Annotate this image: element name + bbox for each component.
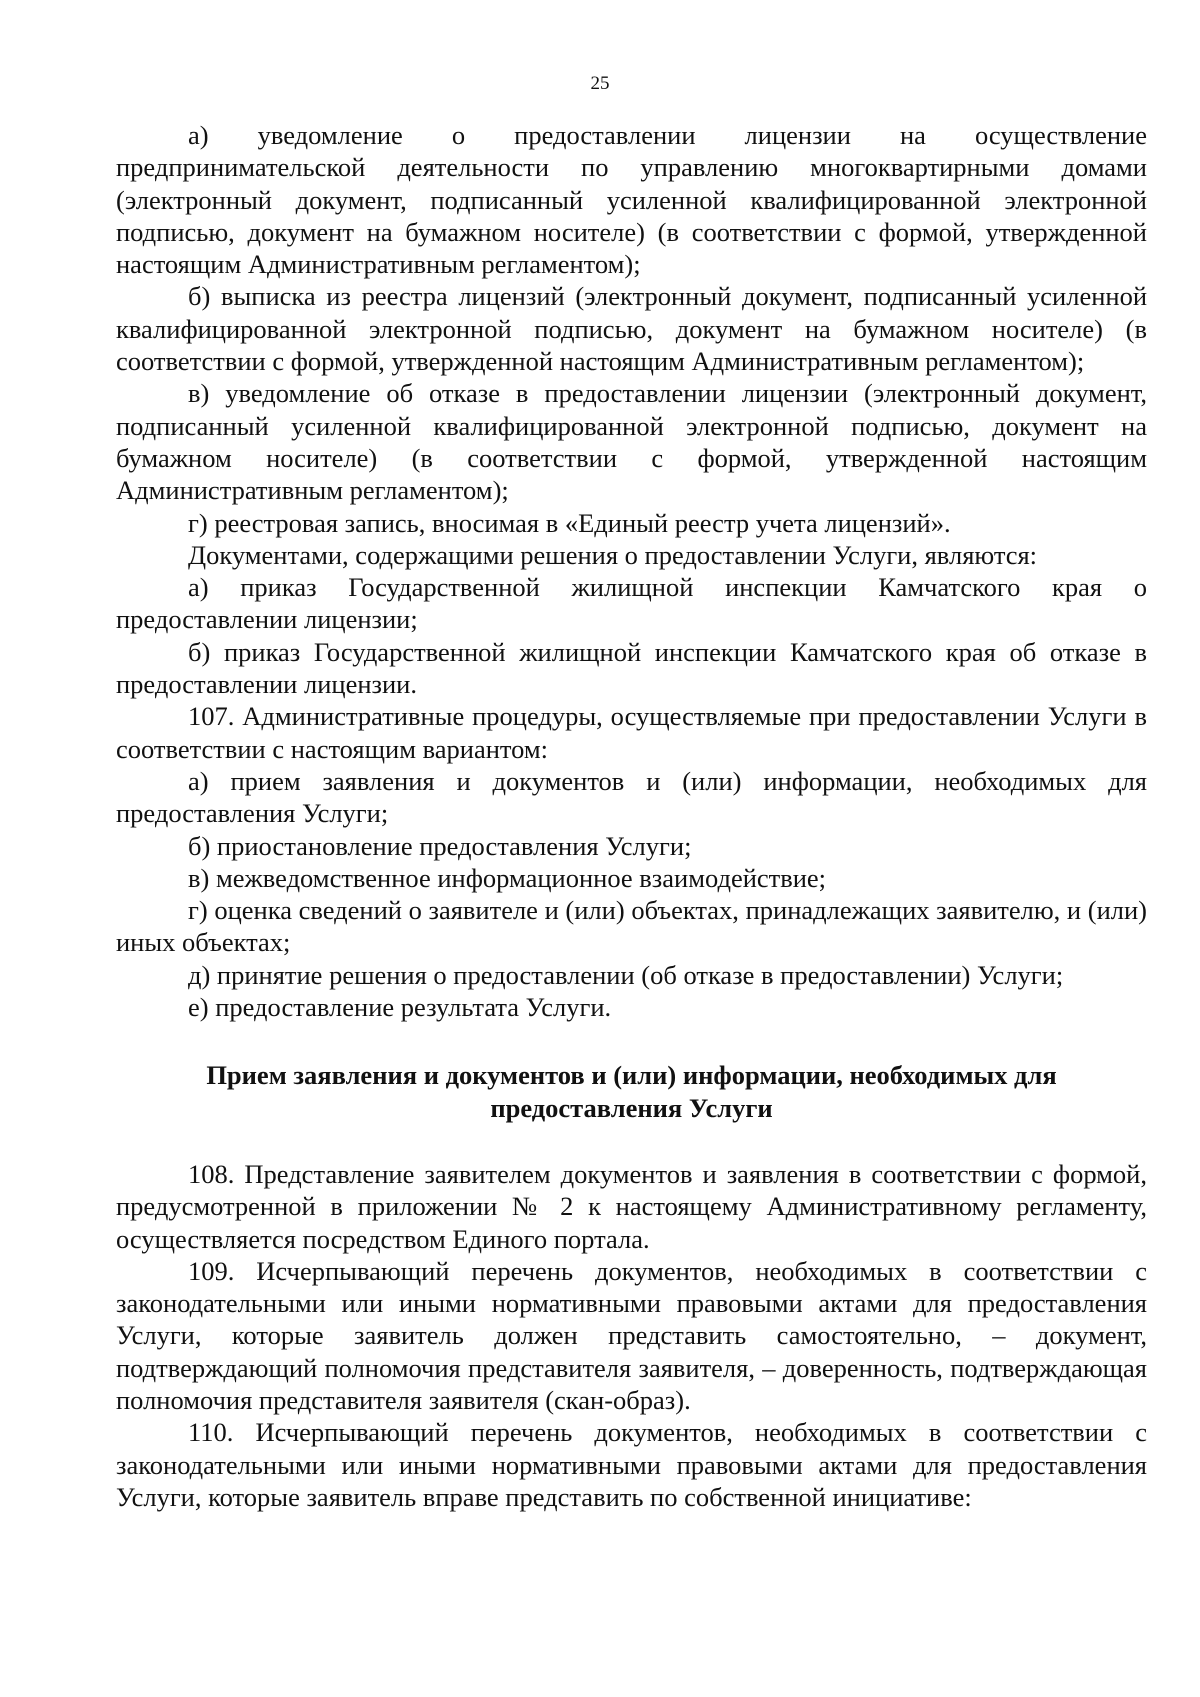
- document-body: [116, 119, 1147, 1513]
- paragraph-107: 107. Административные процедуры, осуществляемые при предоставлении Услуги в соответствии с настоящим вариантом:: [116, 701, 1147, 764]
- paragraph-procedure-d: д) принятие решения о предоставлении (об отказе в предоставлении) Услуги;: [188, 959, 1064, 990]
- paragraph-procedure-e: е) предоставление результата Услуги.: [188, 992, 612, 1023]
- paragraph-order-refusal: б) приказ Государственной жилищной инспекции Камчатского края об отказе в предоставлении лицензии.: [116, 636, 1147, 700]
- page-number: 25: [590, 73, 610, 94]
- paragraph-procedure-b: б) приостановление предоставления Услуги;: [188, 830, 692, 861]
- paragraph-procedure-a: а) прием заявления и документов и (или) информации, необходимых для предоставления Услуги;: [116, 765, 1147, 829]
- paragraph-item-v-refusal-notification: в) уведомление об отказе в предоставлении лицензии (электронный документ, подписанный усиленной квалифицированной электронной подписью, документ на бумажном носителе) (в соответствии с формой, утвержденной настоящим Административным регламентом);: [116, 378, 1147, 506]
- paragraph-item-b-registry-extract: б) выписка из реестра лицензий (электронный документ, подписанный усиленной квалифицированной электронной подписью, документ на бумажном носителе) (в соответствии с формой, утвержденной настоящим Административным регламентом);: [116, 281, 1147, 377]
- paragraph-109: 109. Исчерпывающий перечень документов, необходимых в соответствии с законодательными или иными нормативными правовыми актами для предоставления Услуги, которые заявитель должен представить самостоятельно, – документ, подтверждающий полномочия представителя заявителя, – доверенность, подтверждающая полномочия представителя заявителя (скан-образ).: [116, 1255, 1147, 1415]
- paragraph-item-a-notification: а) уведомление о предоставлении лицензии на осуществление предпринимательской деятельности по управлению многоквартирными домами (электронный документ, подписанный усиленной квалифицированной электронной подписью, документ на бумажном носителе) (в соответствии с формой, утвержденной настоящим Административным регламентом);: [116, 120, 1147, 280]
- paragraph-110: 110. Исчерпывающий перечень документов, необходимых в соответствии с законодательными или иными нормативными правовыми актами для предоставления Услуги, которые заявитель вправе представить по собственной инициативе:: [116, 1417, 1147, 1512]
- paragraph-procedure-v: в) межведомственное информационное взаимодействие;: [188, 862, 827, 893]
- paragraph-decision-documents: Документами, содержащими решения о предоставлении Услуги, являются:: [188, 539, 1038, 570]
- section-heading: Прием заявления и документов и (или) информации, необходимых для предоставления Услуги: [206, 1060, 1057, 1123]
- paragraph-108: 108. Представление заявителем документов и заявления в соответствии с формой, предусмотренной в приложении № 2 к настоящему Административному регламенту, осуществляется посредством Единого портала.: [116, 1158, 1147, 1254]
- paragraph-procedure-g: г) оценка сведений о заявителе и (или) объектах, принадлежащих заявителю, и (или) иных объектах;: [116, 895, 1147, 958]
- paragraph-order-grant: а) приказ Государственной жилищной инспекции Камчатского края о предоставлении лицензии;: [116, 572, 1147, 635]
- paragraph-item-g-registry-record: г) реестровая запись, вносимая в «Единый реестр учета лицензий».: [188, 507, 951, 538]
